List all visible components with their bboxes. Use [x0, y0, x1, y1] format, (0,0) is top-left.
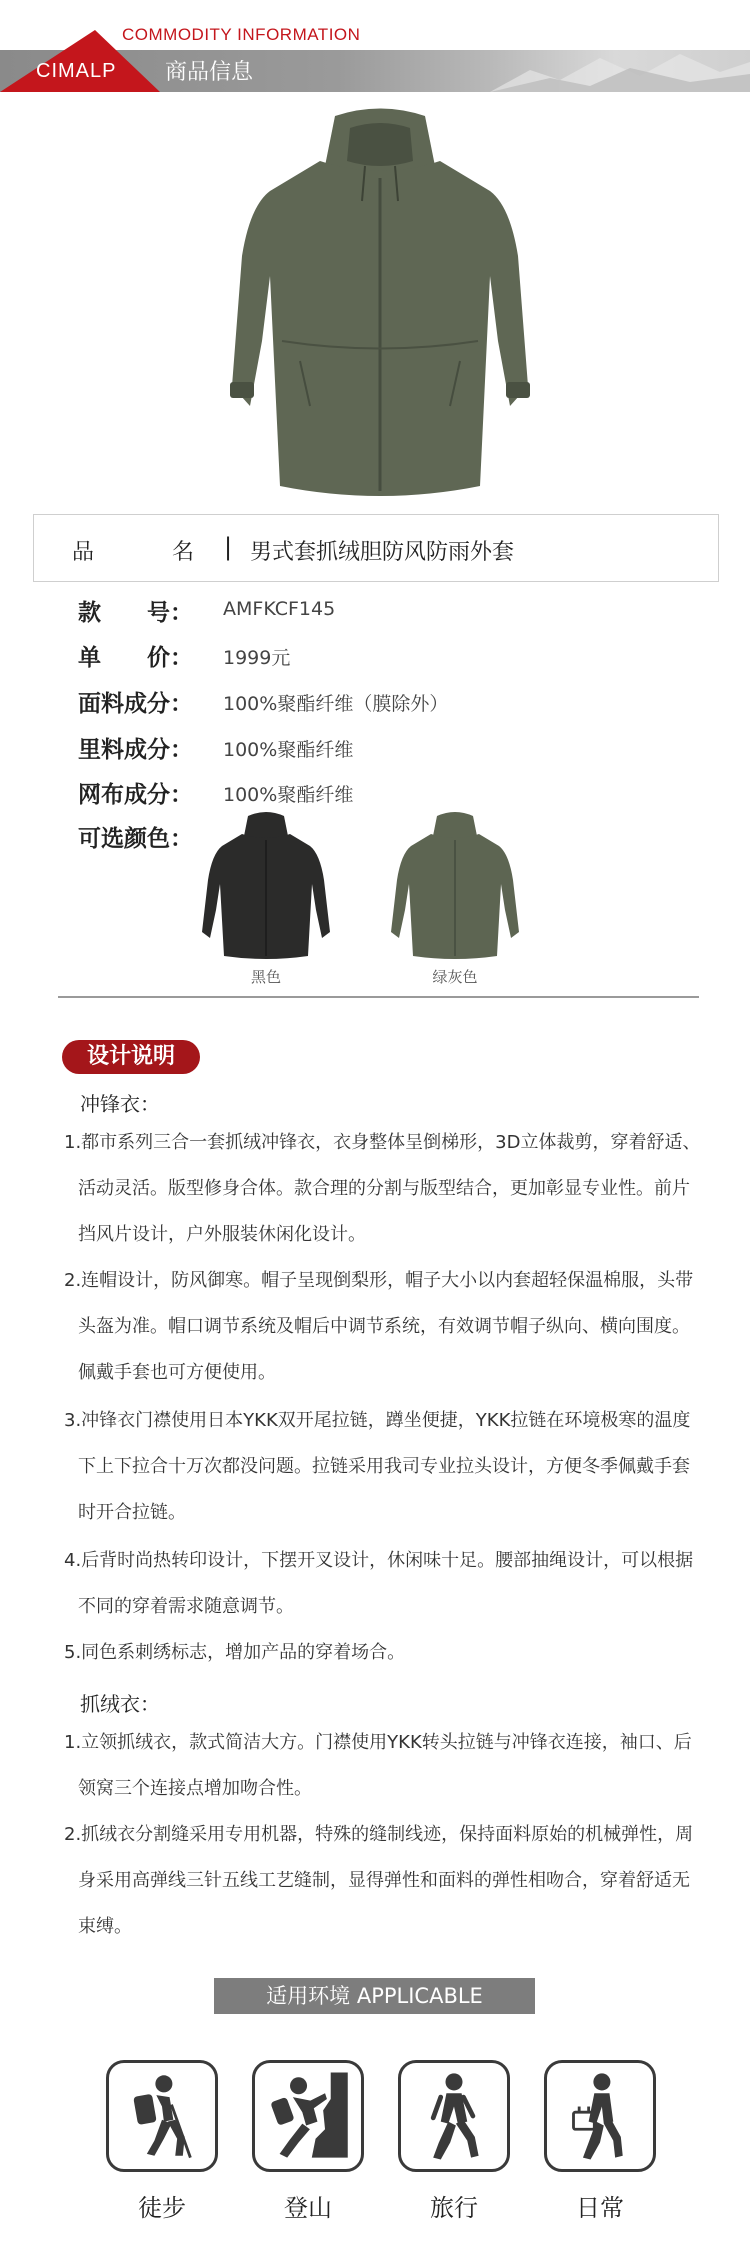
jacket-black-swatch[interactable]	[196, 810, 336, 960]
spec-key: 可选颜色：	[78, 826, 193, 852]
spec-value: 1999元	[223, 647, 291, 669]
product-name-separator: |	[224, 533, 233, 561]
climbing-icon	[252, 2060, 364, 2172]
activity-label-hiking: 徒步	[138, 2194, 186, 2222]
brand-logo: CIMALP	[36, 60, 117, 82]
jacket-subtitle: 冲锋衣：	[80, 1092, 160, 1116]
paragraph-text: 5.同色系刺绣标志，增加产品的穿着场合。	[64, 1642, 406, 1663]
paragraph-text: 4.后背时尚热转印设计，下摆开叉设计，休闲味十足。腰部抽绳设计，可以根据不同的穿着需求随意调节。	[64, 1550, 694, 1617]
paragraph-text: 2.抓绒衣分割缝采用专用机器，特殊的缝制线迹，保持面料原始的机械弹性，周身采用高弹线三针五线工艺缝制，显得弹性和面料的弹性相吻合，穿着舒适无束缚。	[64, 1824, 694, 1937]
jacket-point-2	[64, 1258, 704, 1396]
jacket-main-image	[210, 106, 550, 502]
fleece-point-2	[64, 1812, 704, 1950]
spec-value: 100%聚酯纤维（膜除外）	[223, 693, 449, 715]
fleece-subtitle: 抓绒衣：	[80, 1692, 160, 1716]
walking-icon	[398, 2060, 510, 2172]
product-name-label: 品 名	[72, 540, 223, 565]
spec-key: 单 价：	[78, 645, 193, 671]
paragraph-text: 2.连帽设计，防风御寒。帽子呈现倒梨形，帽子大小以内套超轻保温棉服，头带头盔为准。帽口调节系统及帽后中调节系统，有效调节帽子纵向、横向围度。佩戴手套也可方便使用。	[64, 1270, 694, 1383]
spec-key: 里料成分：	[78, 737, 193, 763]
activity-label-travel: 旅行	[430, 2194, 478, 2222]
jacket-point-4	[64, 1538, 704, 1630]
spec-value: 100%聚酯纤维	[223, 739, 354, 761]
daily-icon	[544, 2060, 656, 2172]
hiking-icon	[106, 2060, 218, 2172]
jacket-point-1	[64, 1120, 704, 1258]
product-name: 男式套抓绒胆防风防雨外套	[250, 540, 515, 565]
fleece-point-1	[64, 1720, 704, 1812]
product-name-box	[33, 514, 719, 582]
paragraph-text: 1.都市系列三合一套抓绒冲锋衣，衣身整体呈倒梯形，3D立体裁剪，穿着舒适、活动灵活。版型修身合体。款合理的分割与版型结合，更加彰显专业性。前片挡风片设计，户外服装休闲化设计。	[64, 1132, 701, 1245]
spec-key: 款 号：	[78, 600, 193, 626]
color-black-label: 黑色	[250, 968, 281, 986]
jacket-greengray-swatch[interactable]	[385, 810, 525, 960]
divider	[58, 996, 699, 998]
activity-label-daily: 日常	[576, 2194, 624, 2222]
header-banner	[0, 0, 750, 96]
applicable-title: 适用环境 APPLICABLE	[214, 1978, 535, 2014]
spec-key: 面料成分：	[78, 691, 193, 717]
spec-value: AMFKCF145	[223, 598, 336, 620]
paragraph-text: 3.冲锋衣门襟使用日本YKK双开尾拉链，蹲坐便捷，YKK拉链在环境极寒的温度下上下拉合十万次都没问题。拉链采用我司专业拉头设计，方便冬季佩戴手套时开合拉链。	[64, 1410, 691, 1523]
design-badge: 设计说明	[62, 1040, 200, 1074]
jacket-point-3	[64, 1398, 704, 1536]
mountain-graphic	[490, 50, 750, 92]
spec-key: 网布成分：	[78, 782, 193, 808]
header-en-title: COMMODITY INFORMATION	[122, 25, 361, 44]
header-cn-title: 商品信息	[165, 60, 254, 85]
color-greengray-label: 绿灰色	[432, 968, 478, 986]
spec-value: 100%聚酯纤维	[223, 784, 354, 806]
paragraph-text: 1.立领抓绒衣，款式简洁大方。门襟使用YKK转头拉链与冲锋衣连接，袖口、后领窝三个连接点增加吻合性。	[64, 1732, 692, 1799]
activity-label-climbing: 登山	[284, 2194, 332, 2222]
jacket-point-5	[64, 1630, 704, 1676]
